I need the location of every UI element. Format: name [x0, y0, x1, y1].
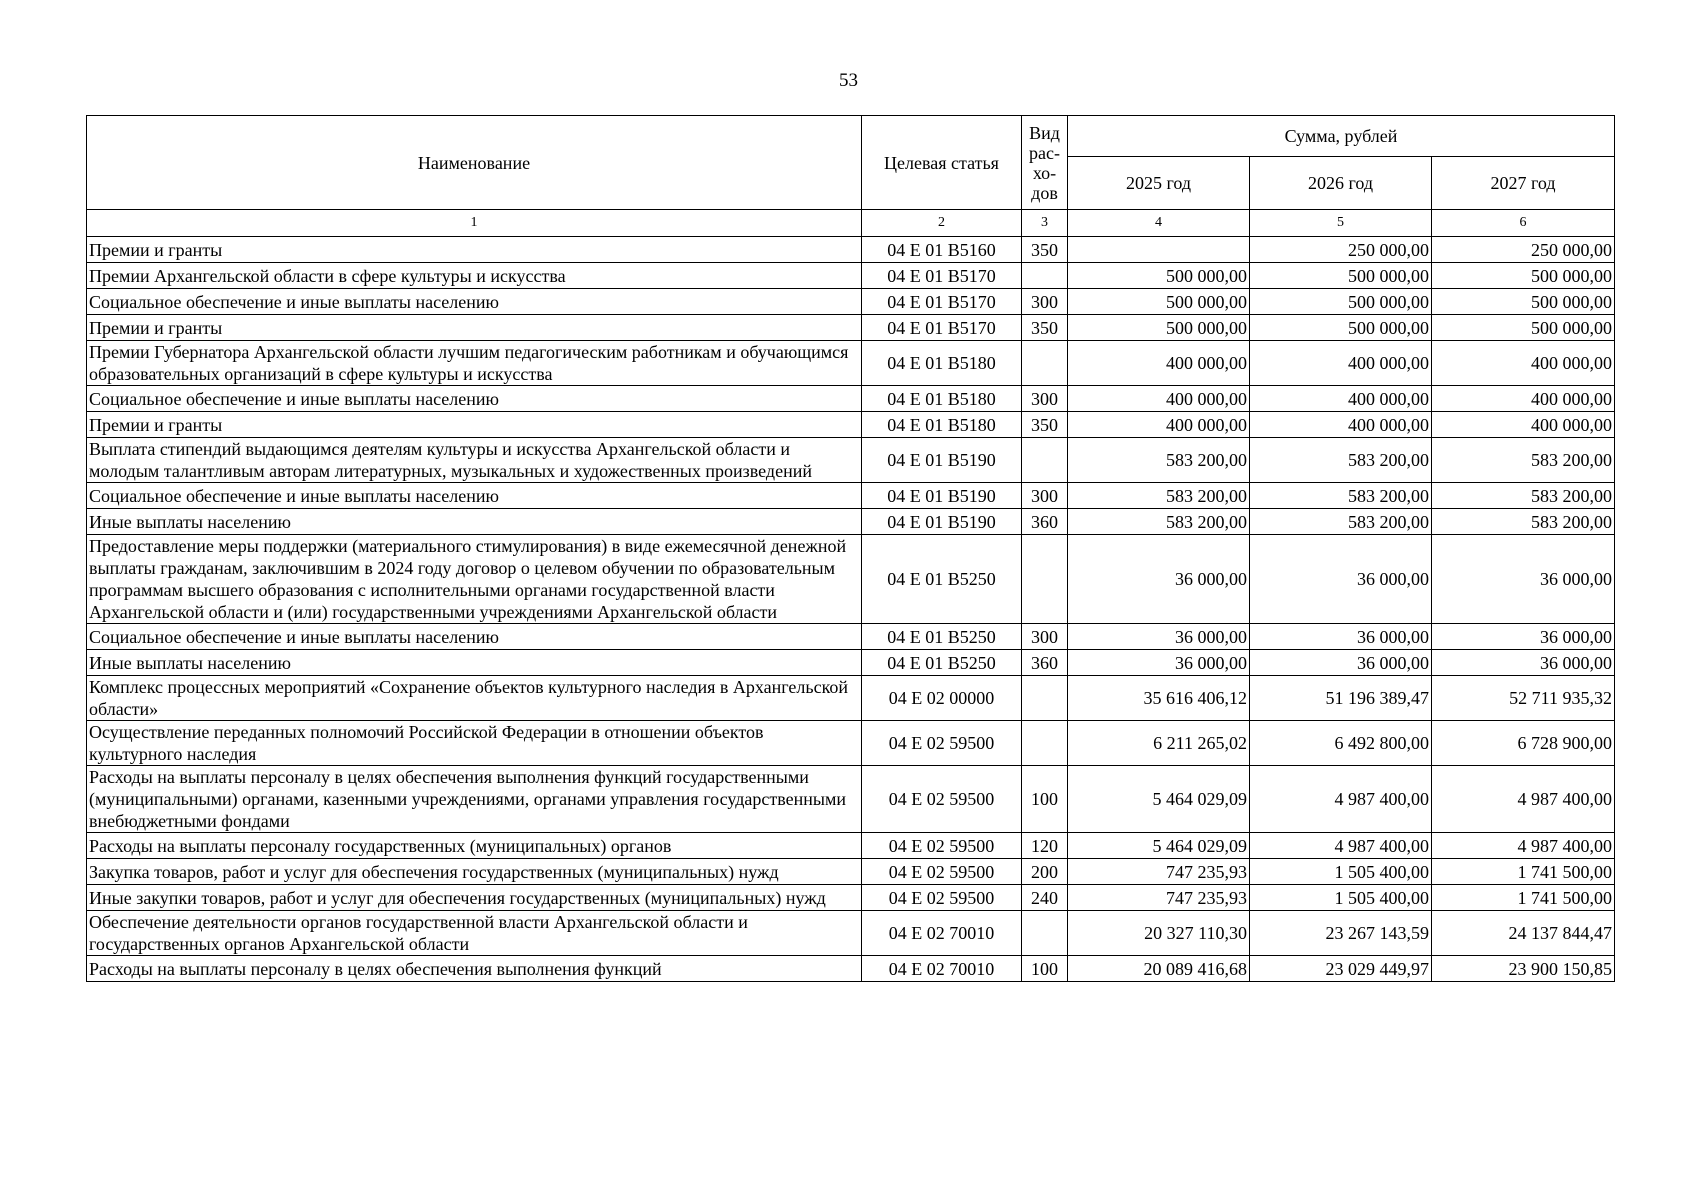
- row-target-article: 04 Е 02 59500: [862, 885, 1022, 911]
- header-year-2026: 2026 год: [1250, 157, 1432, 210]
- row-sum-2027: 36 000,00: [1432, 535, 1615, 624]
- row-sum-2026: 500 000,00: [1250, 289, 1432, 315]
- row-sum-2027: 4 987 400,00: [1432, 833, 1615, 859]
- row-name: Закупка товаров, работ и услуг для обеспечения государственных (муниципальных) нужд: [87, 859, 862, 885]
- row-sum-2026: 4 987 400,00: [1250, 833, 1432, 859]
- row-expense-type: 300: [1022, 624, 1068, 650]
- table-row: [87, 721, 1615, 766]
- header-expense-type-line: хо-: [1032, 162, 1057, 183]
- table-row: [87, 859, 1615, 885]
- row-sum-2025: 500 000,00: [1068, 315, 1250, 341]
- header-expense-type-line: дов: [1031, 182, 1058, 203]
- row-sum-2025: 583 200,00: [1068, 438, 1250, 483]
- row-sum-2027: 583 200,00: [1432, 483, 1615, 509]
- column-number-row: [87, 210, 1615, 237]
- page-number: 53: [839, 70, 858, 91]
- row-sum-2026: 583 200,00: [1250, 483, 1432, 509]
- row-sum-2026: 400 000,00: [1250, 341, 1432, 386]
- row-sum-2025: 36 000,00: [1068, 650, 1250, 676]
- table-row: [87, 386, 1615, 412]
- row-expense-type: [1022, 438, 1068, 483]
- row-sum-2027: 23 900 150,85: [1432, 956, 1615, 982]
- row-expense-type: 360: [1022, 509, 1068, 535]
- column-number: 1: [87, 210, 862, 237]
- row-target-article: 04 Е 02 59500: [862, 721, 1022, 766]
- row-sum-2026: 36 000,00: [1250, 650, 1432, 676]
- row-sum-2026: 583 200,00: [1250, 438, 1432, 483]
- row-sum-2027: 36 000,00: [1432, 650, 1615, 676]
- row-expense-type: 300: [1022, 386, 1068, 412]
- table-row: [87, 833, 1615, 859]
- row-sum-2026: 23 029 449,97: [1250, 956, 1432, 982]
- row-sum-2025: 500 000,00: [1068, 263, 1250, 289]
- row-expense-type: 240: [1022, 885, 1068, 911]
- row-sum-2025: 400 000,00: [1068, 386, 1250, 412]
- row-name: Премии и гранты: [87, 237, 862, 263]
- row-expense-type: 100: [1022, 766, 1068, 833]
- budget-table: [86, 115, 1615, 982]
- table-row: [87, 624, 1615, 650]
- row-target-article: 04 Е 02 59500: [862, 833, 1022, 859]
- header-expense-type-line: Вид: [1029, 122, 1060, 143]
- row-target-article: 04 Е 02 70010: [862, 956, 1022, 982]
- row-sum-2025: 500 000,00: [1068, 289, 1250, 315]
- table-body: [87, 237, 1615, 982]
- row-sum-2026: 36 000,00: [1250, 624, 1432, 650]
- row-sum-2027: 1 741 500,00: [1432, 859, 1615, 885]
- table-row: [87, 535, 1615, 624]
- row-name: Премии и гранты: [87, 315, 862, 341]
- table-row: [87, 956, 1615, 982]
- row-target-article: 04 Е 01 В5250: [862, 624, 1022, 650]
- row-sum-2026: 4 987 400,00: [1250, 766, 1432, 833]
- row-sum-2026: 51 196 389,47: [1250, 676, 1432, 721]
- row-name: Расходы на выплаты персоналу государственных (муниципальных) органов: [87, 833, 862, 859]
- row-expense-type: [1022, 263, 1068, 289]
- row-sum-2026: 36 000,00: [1250, 535, 1432, 624]
- row-sum-2025: 5 464 029,09: [1068, 833, 1250, 859]
- row-expense-type: 100: [1022, 956, 1068, 982]
- row-sum-2027: 400 000,00: [1432, 412, 1615, 438]
- row-sum-2027: 583 200,00: [1432, 509, 1615, 535]
- column-number: 4: [1068, 210, 1250, 237]
- row-sum-2027: 36 000,00: [1432, 624, 1615, 650]
- row-name: Осуществление переданных полномочий Российской Федерации в отношении объектов культурного наследия: [87, 721, 862, 766]
- row-sum-2026: 400 000,00: [1250, 412, 1432, 438]
- row-name: Выплата стипендий выдающимся деятелям культуры и искусства Архангельской области и молодым талантливым авторам литературных, музыкальных и художественных произведений: [87, 438, 862, 483]
- row-target-article: 04 Е 01 В5250: [862, 535, 1022, 624]
- table-row: [87, 289, 1615, 315]
- row-target-article: 04 Е 01 В5170: [862, 289, 1022, 315]
- header-year-2027: 2027 год: [1432, 157, 1615, 210]
- row-sum-2025: 5 464 029,09: [1068, 766, 1250, 833]
- row-target-article: 04 Е 02 00000: [862, 676, 1022, 721]
- row-name: Иные выплаты населению: [87, 650, 862, 676]
- row-sum-2027: 4 987 400,00: [1432, 766, 1615, 833]
- row-name: Премии и гранты: [87, 412, 862, 438]
- table-row: [87, 341, 1615, 386]
- row-sum-2025: 36 000,00: [1068, 535, 1250, 624]
- header-target-article: Целевая статья: [862, 116, 1022, 210]
- row-expense-type: 300: [1022, 483, 1068, 509]
- row-sum-2025: 583 200,00: [1068, 483, 1250, 509]
- row-expense-type: 300: [1022, 289, 1068, 315]
- row-target-article: 04 Е 01 В5180: [862, 412, 1022, 438]
- column-number: 5: [1250, 210, 1432, 237]
- row-target-article: 04 Е 02 70010: [862, 911, 1022, 956]
- row-sum-2025: 20 089 416,68: [1068, 956, 1250, 982]
- table-row: [87, 676, 1615, 721]
- row-target-article: 04 Е 01 В5190: [862, 483, 1022, 509]
- row-sum-2027: 400 000,00: [1432, 386, 1615, 412]
- row-sum-2025: 400 000,00: [1068, 341, 1250, 386]
- row-target-article: 04 Е 02 59500: [862, 766, 1022, 833]
- row-name: Иные закупки товаров, работ и услуг для обеспечения государственных (муниципальных) нужд: [87, 885, 862, 911]
- table-row: [87, 509, 1615, 535]
- row-target-article: 04 Е 01 В5250: [862, 650, 1022, 676]
- row-name: Социальное обеспечение и иные выплаты населению: [87, 386, 862, 412]
- row-name: Премии Архангельской области в сфере культуры и искусства: [87, 263, 862, 289]
- row-sum-2026: 1 505 400,00: [1250, 859, 1432, 885]
- table-header: [87, 116, 1615, 237]
- row-target-article: 04 Е 01 В5180: [862, 341, 1022, 386]
- row-target-article: 04 Е 01 В5170: [862, 315, 1022, 341]
- row-sum-2027: 250 000,00: [1432, 237, 1615, 263]
- row-sum-2026: 583 200,00: [1250, 509, 1432, 535]
- row-name: Социальное обеспечение и иные выплаты населению: [87, 483, 862, 509]
- row-expense-type: 350: [1022, 412, 1068, 438]
- row-sum-2027: 583 200,00: [1432, 438, 1615, 483]
- row-name: Расходы на выплаты персоналу в целях обеспечения выполнения функций государственными (муниципальными) органами, казенными учреждениями, органами управления государственными внебюджетными фондами: [87, 766, 862, 833]
- row-target-article: 04 Е 01 В5190: [862, 509, 1022, 535]
- row-sum-2027: 24 137 844,47: [1432, 911, 1615, 956]
- header-name: Наименование: [87, 116, 862, 210]
- row-sum-2025: 6 211 265,02: [1068, 721, 1250, 766]
- table-row: [87, 483, 1615, 509]
- row-sum-2025: 583 200,00: [1068, 509, 1250, 535]
- table-row: [87, 911, 1615, 956]
- row-expense-type: [1022, 341, 1068, 386]
- row-sum-2027: 52 711 935,32: [1432, 676, 1615, 721]
- row-expense-type: [1022, 676, 1068, 721]
- row-target-article: 04 Е 01 В5160: [862, 237, 1022, 263]
- header-expense-type: [1022, 116, 1068, 210]
- table-row: [87, 766, 1615, 833]
- row-sum-2026: 250 000,00: [1250, 237, 1432, 263]
- table-row: [87, 412, 1615, 438]
- row-name: Социальное обеспечение и иные выплаты населению: [87, 289, 862, 315]
- row-expense-type: [1022, 911, 1068, 956]
- row-sum-2025: 747 235,93: [1068, 885, 1250, 911]
- row-expense-type: 350: [1022, 237, 1068, 263]
- row-sum-2025: 36 000,00: [1068, 624, 1250, 650]
- row-expense-type: 350: [1022, 315, 1068, 341]
- row-sum-2027: 1 741 500,00: [1432, 885, 1615, 911]
- row-name: Расходы на выплаты персоналу в целях обеспечения выполнения функций: [87, 956, 862, 982]
- row-sum-2025: 400 000,00: [1068, 412, 1250, 438]
- row-sum-2026: 400 000,00: [1250, 386, 1432, 412]
- row-sum-2026: 23 267 143,59: [1250, 911, 1432, 956]
- row-sum-2027: 400 000,00: [1432, 341, 1615, 386]
- row-target-article: 04 Е 01 В5170: [862, 263, 1022, 289]
- row-sum-2027: 500 000,00: [1432, 289, 1615, 315]
- row-target-article: 04 Е 01 В5190: [862, 438, 1022, 483]
- row-expense-type: 200: [1022, 859, 1068, 885]
- row-sum-2025: 747 235,93: [1068, 859, 1250, 885]
- table-row: [87, 237, 1615, 263]
- column-number: 3: [1022, 210, 1068, 237]
- row-target-article: 04 Е 01 В5180: [862, 386, 1022, 412]
- table-row: [87, 438, 1615, 483]
- row-name: Обеспечение деятельности органов государственной власти Архангельской области и государственных органов Архангельской области: [87, 911, 862, 956]
- table-row: [87, 315, 1615, 341]
- row-name: Предоставление меры поддержки (материального стимулирования) в виде ежемесячной денежной выплаты гражданам, заключившим в 2024 году договор о целевом обучении по образовательным программам высшего образования с исполнительными органами государственной власти Архангельской области и (или) государственными учреждениями Архангельской области: [87, 535, 862, 624]
- row-sum-2026: 1 505 400,00: [1250, 885, 1432, 911]
- row-name: Социальное обеспечение и иные выплаты населению: [87, 624, 862, 650]
- row-name: Иные выплаты населению: [87, 509, 862, 535]
- row-sum-2027: 500 000,00: [1432, 315, 1615, 341]
- row-target-article: 04 Е 02 59500: [862, 859, 1022, 885]
- column-number: 6: [1432, 210, 1615, 237]
- row-name: Комплекс процессных мероприятий «Сохранение объектов культурного наследия в Архангельской области»: [87, 676, 862, 721]
- row-sum-2025: 35 616 406,12: [1068, 676, 1250, 721]
- row-expense-type: 120: [1022, 833, 1068, 859]
- row-sum-2027: 6 728 900,00: [1432, 721, 1615, 766]
- row-expense-type: [1022, 721, 1068, 766]
- row-sum-2025: [1068, 237, 1250, 263]
- row-sum-2027: 500 000,00: [1432, 263, 1615, 289]
- row-sum-2026: 6 492 800,00: [1250, 721, 1432, 766]
- table-row: [87, 650, 1615, 676]
- header-expense-type-line: рас-: [1029, 142, 1060, 163]
- header-year-2025: 2025 год: [1068, 157, 1250, 210]
- table-row: [87, 263, 1615, 289]
- row-name: Премии Губернатора Архангельской области лучшим педагогическим работникам и обучающимся образовательных организаций в сфере культуры и искусства: [87, 341, 862, 386]
- row-sum-2025: 20 327 110,30: [1068, 911, 1250, 956]
- row-expense-type: 360: [1022, 650, 1068, 676]
- header-sum: Сумма, рублей: [1068, 116, 1615, 157]
- row-sum-2026: 500 000,00: [1250, 263, 1432, 289]
- column-number: 2: [862, 210, 1022, 237]
- row-expense-type: [1022, 535, 1068, 624]
- table-row: [87, 885, 1615, 911]
- row-sum-2026: 500 000,00: [1250, 315, 1432, 341]
